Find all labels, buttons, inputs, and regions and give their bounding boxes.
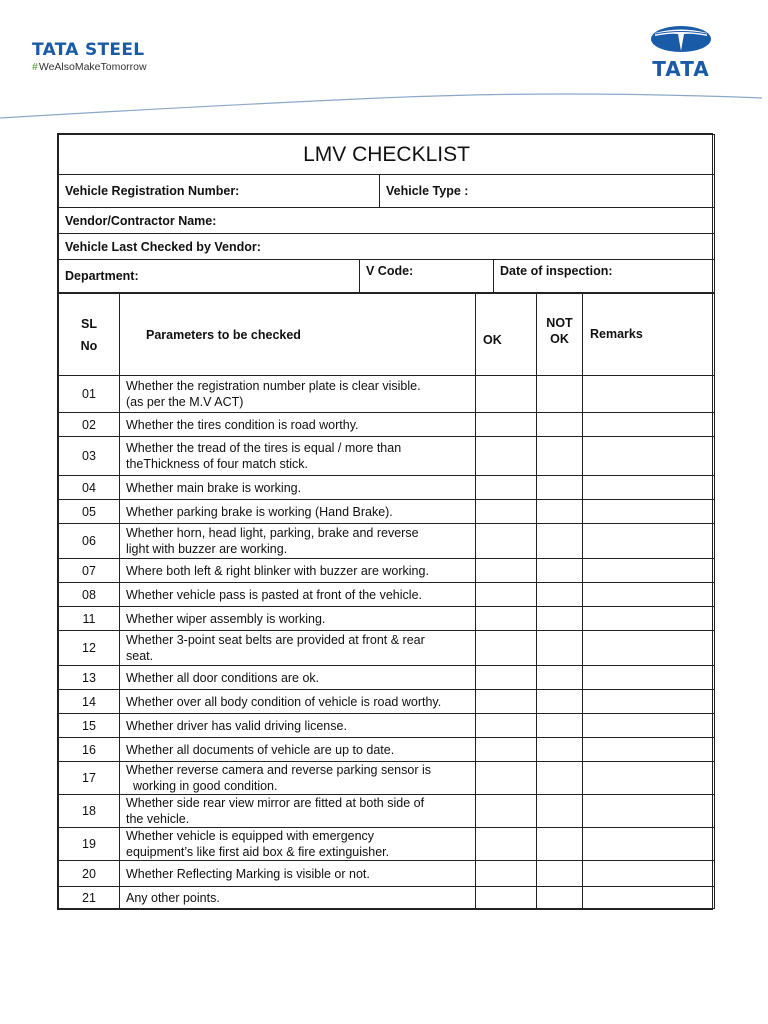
- checklist-row: [59, 795, 715, 828]
- parameters-header: Parameters to be checked: [120, 294, 476, 376]
- last-checked-field[interactable]: Vehicle Last Checked by Vendor:: [59, 234, 715, 260]
- checklist-row: [59, 738, 715, 762]
- parameter-text: Whether 3-point seat belts are provided at front & rear seat.: [120, 631, 476, 666]
- parameter-text: Whether all documents of vehicle are up to date.: [120, 738, 476, 762]
- remarks-cell[interactable]: [583, 413, 715, 437]
- row-number: 12: [59, 631, 120, 666]
- not-ok-cell[interactable]: [537, 376, 583, 413]
- v-code-field[interactable]: V Code:: [360, 260, 494, 293]
- vehicle-type-field[interactable]: Vehicle Type :: [380, 175, 715, 208]
- sl-header-line1: SL: [81, 316, 97, 331]
- remarks-cell[interactable]: [583, 476, 715, 500]
- row-number: 17: [59, 762, 120, 795]
- checklist-row: [59, 476, 715, 500]
- not-ok-cell[interactable]: [537, 476, 583, 500]
- not-ok-cell[interactable]: [537, 607, 583, 631]
- tagline-text: WeAlsoMakeTomorrow: [38, 61, 147, 73]
- tagline-hash: #: [32, 61, 38, 73]
- ok-cell[interactable]: [476, 413, 537, 437]
- column-header-row: [59, 294, 715, 376]
- parameter-text: Whether Reflecting Marking is visible or not.: [120, 861, 476, 887]
- remarks-cell[interactable]: [583, 559, 715, 583]
- checklist-row: [59, 376, 715, 413]
- tata-wordmark: TATA: [652, 57, 710, 81]
- remarks-cell[interactable]: [583, 666, 715, 690]
- parameter-text: Whether over all body condition of vehicle is road worthy.: [120, 690, 476, 714]
- ok-cell[interactable]: [476, 690, 537, 714]
- checklist-row: [59, 559, 715, 583]
- ok-cell[interactable]: [476, 828, 537, 861]
- row-number: 20: [59, 861, 120, 887]
- not-ok-cell[interactable]: [537, 795, 583, 828]
- row-number: 03: [59, 437, 120, 476]
- checklist-row: [59, 690, 715, 714]
- remarks-cell[interactable]: [583, 583, 715, 607]
- parameter-text: Where both left & right blinker with buzzer are working.: [120, 559, 476, 583]
- ok-cell[interactable]: [476, 762, 537, 795]
- remarks-cell[interactable]: [583, 631, 715, 666]
- remarks-cell[interactable]: [583, 607, 715, 631]
- row-number: 11: [59, 607, 120, 631]
- row-number: 01: [59, 376, 120, 413]
- ok-cell[interactable]: [476, 524, 537, 559]
- not-ok-cell[interactable]: [537, 690, 583, 714]
- not-ok-cell[interactable]: [537, 714, 583, 738]
- checklist-row: [59, 762, 715, 795]
- parameter-text: Whether parking brake is working (Hand Brake).: [120, 500, 476, 524]
- remarks-cell[interactable]: [583, 887, 715, 909]
- checklist-row: [59, 437, 715, 476]
- parameter-text: Whether wiper assembly is working.: [120, 607, 476, 631]
- ok-header: OK: [476, 294, 537, 376]
- row-number: 16: [59, 738, 120, 762]
- checklist-row: [59, 607, 715, 631]
- remarks-cell[interactable]: [583, 714, 715, 738]
- checklist-row: [59, 524, 715, 559]
- ok-cell[interactable]: [476, 583, 537, 607]
- not-ok-cell[interactable]: [537, 437, 583, 476]
- checklist-row: [59, 666, 715, 690]
- remarks-cell[interactable]: [583, 524, 715, 559]
- remarks-cell[interactable]: [583, 738, 715, 762]
- date-of-inspection-field[interactable]: Date of inspection:: [494, 260, 715, 293]
- remarks-cell[interactable]: [583, 376, 715, 413]
- not-ok-cell[interactable]: [537, 861, 583, 887]
- ok-cell[interactable]: [476, 631, 537, 666]
- not-ok-cell[interactable]: [537, 413, 583, 437]
- parameter-text: Whether main brake is working.: [120, 476, 476, 500]
- parameter-text: Whether vehicle is equipped with emergency equipment’s like first aid box & fire extinguisher.: [120, 828, 476, 861]
- not-ok-cell[interactable]: [537, 762, 583, 795]
- ok-cell[interactable]: [476, 437, 537, 476]
- vehicle-registration-field[interactable]: Vehicle Registration Number:: [59, 175, 380, 208]
- not-ok-header-line2: OK: [550, 331, 569, 346]
- parameter-text: Whether the tires condition is road worthy.: [120, 413, 476, 437]
- not-ok-header-line1: NOT: [546, 315, 573, 330]
- row-number: 18: [59, 795, 120, 828]
- row-number: 02: [59, 413, 120, 437]
- ok-cell[interactable]: [476, 714, 537, 738]
- checklist-row: [59, 887, 715, 909]
- checklist-row: [59, 583, 715, 607]
- parameter-text: Whether horn, head light, parking, brake and reverse light with buzzer are working.: [120, 524, 476, 559]
- checklist-row: [59, 828, 715, 861]
- parameter-text: Whether side rear view mirror are fitted at both side of the vehicle.: [120, 795, 476, 828]
- row-number: 13: [59, 666, 120, 690]
- ok-cell[interactable]: [476, 376, 537, 413]
- parameter-text: Whether all door conditions are ok.: [120, 666, 476, 690]
- parameter-text: Whether the tread of the tires is equal / more than theThickness of four match stick.: [120, 437, 476, 476]
- ok-cell[interactable]: [476, 500, 537, 524]
- brand-name: TATA STEEL: [32, 40, 145, 60]
- brand-tagline: [32, 61, 147, 73]
- lmv-checklist-form: [57, 133, 713, 910]
- parameter-text: Whether driver has valid driving license.: [120, 714, 476, 738]
- row-number: 15: [59, 714, 120, 738]
- remarks-cell[interactable]: [583, 795, 715, 828]
- remarks-cell[interactable]: [583, 861, 715, 887]
- checklist-row: [59, 413, 715, 437]
- tata-emblem-icon: [636, 24, 726, 54]
- row-number: 06: [59, 524, 120, 559]
- row-number: 14: [59, 690, 120, 714]
- ok-cell[interactable]: [476, 476, 537, 500]
- tata-steel-logo: [32, 40, 147, 73]
- ok-cell[interactable]: [476, 666, 537, 690]
- ok-cell[interactable]: [476, 795, 537, 828]
- not-ok-cell[interactable]: [537, 828, 583, 861]
- remarks-cell[interactable]: [583, 500, 715, 524]
- ok-cell[interactable]: [476, 607, 537, 631]
- row-number: 07: [59, 559, 120, 583]
- checklist-row: [59, 714, 715, 738]
- ok-cell[interactable]: [476, 738, 537, 762]
- sl-header-line2: No: [80, 338, 98, 353]
- parameter-text: Whether vehicle pass is pasted at front of the vehicle.: [120, 583, 476, 607]
- sl-no-header: [59, 294, 120, 376]
- not-ok-cell[interactable]: [537, 631, 583, 666]
- remarks-cell[interactable]: [583, 437, 715, 476]
- parameter-text: Any other points.: [120, 887, 476, 909]
- remarks-cell[interactable]: [583, 762, 715, 795]
- checklist-row: [59, 861, 715, 887]
- checklist-row: [59, 631, 715, 666]
- not-ok-cell[interactable]: [537, 500, 583, 524]
- checklist-table: [58, 293, 715, 909]
- vendor-name-field[interactable]: Vendor/Contractor Name:: [59, 208, 715, 234]
- row-number: 21: [59, 887, 120, 909]
- row-number: 08: [59, 583, 120, 607]
- not-ok-cell[interactable]: [537, 559, 583, 583]
- not-ok-cell[interactable]: [537, 583, 583, 607]
- department-field[interactable]: Department:: [59, 260, 360, 293]
- checklist-row: [59, 500, 715, 524]
- tata-logo: [636, 24, 726, 81]
- remarks-cell[interactable]: [583, 690, 715, 714]
- not-ok-cell[interactable]: [537, 666, 583, 690]
- parameter-text: Whether the registration number plate is clear visible. (as per the M.V ACT): [120, 376, 476, 413]
- not-ok-cell[interactable]: [537, 738, 583, 762]
- remarks-header: Remarks: [583, 294, 715, 376]
- parameter-text: Whether reverse camera and reverse parking sensor is working in good condition.: [120, 762, 476, 795]
- row-number: 19: [59, 828, 120, 861]
- form-title: LMV CHECKLIST: [59, 135, 715, 175]
- not-ok-cell[interactable]: [537, 887, 583, 909]
- not-ok-header: [537, 294, 583, 376]
- row-number: 04: [59, 476, 120, 500]
- not-ok-cell[interactable]: [537, 524, 583, 559]
- remarks-cell[interactable]: [583, 828, 715, 861]
- ok-cell[interactable]: [476, 559, 537, 583]
- header-fields-table: [58, 134, 715, 293]
- header-swoosh-line: [0, 84, 768, 124]
- ok-cell[interactable]: [476, 861, 537, 887]
- row-number: 05: [59, 500, 120, 524]
- ok-cell[interactable]: [476, 887, 537, 909]
